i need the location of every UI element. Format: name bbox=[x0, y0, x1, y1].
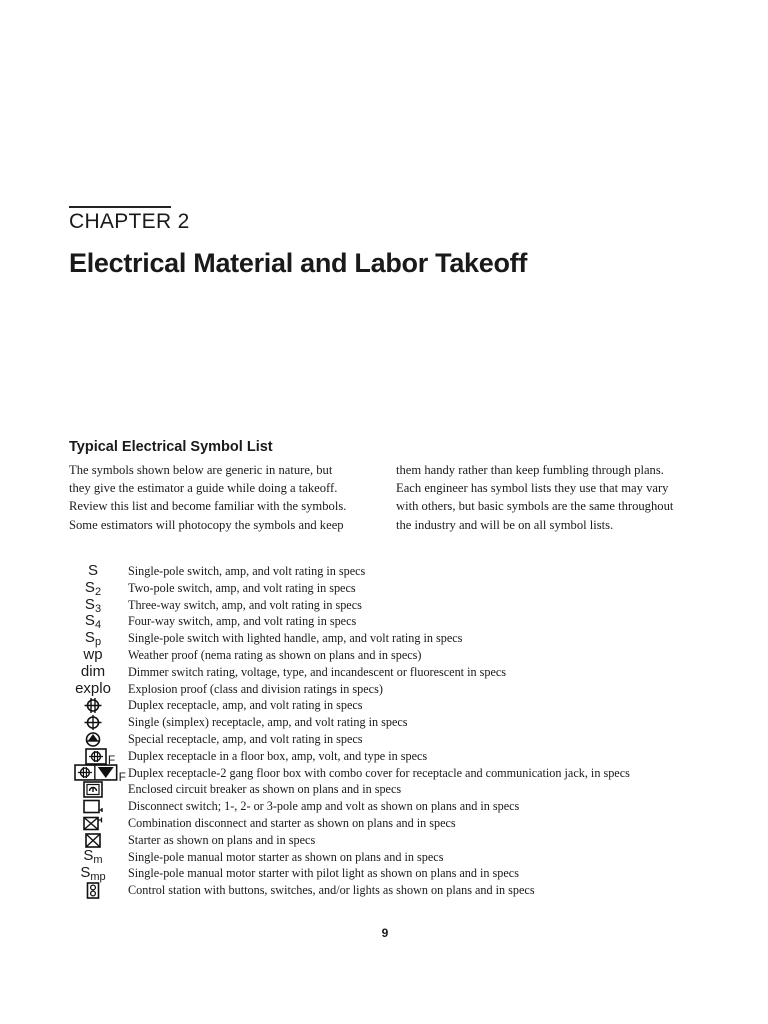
symbol-text: S bbox=[80, 864, 91, 882]
intro-line: they give the estimator a guide while doing a takeoff. bbox=[69, 481, 338, 496]
symbol-description: Duplex receptacle, amp, and volt rating in specs bbox=[128, 698, 363, 713]
symbol-row bbox=[60, 798, 760, 815]
symbol-row bbox=[60, 613, 760, 630]
symbol-glyph bbox=[60, 865, 126, 882]
symbol-description: Weather proof (nema rating as shown on plans and in specs) bbox=[128, 647, 422, 662]
symbol-subscript: 4 bbox=[94, 619, 102, 632]
symbol-row bbox=[60, 765, 760, 782]
intro-line: Some estimators will photocopy the symbols and keep bbox=[69, 517, 344, 532]
symbol-description: Single-pole switch, amp, and volt rating in specs bbox=[128, 564, 366, 578]
symbol-description: Starter as shown on plans and in specs bbox=[128, 832, 316, 847]
symbol-text: S bbox=[84, 595, 95, 613]
symbol-row bbox=[60, 714, 760, 731]
symbol-description: Disconnect switch; 1-, 2- or 3-pole amp and volt as shown on plans and in specs bbox=[128, 799, 520, 814]
floor-box-receptacle-icon bbox=[60, 748, 126, 768]
intro-line: The symbols shown below are generic in nature, but bbox=[69, 463, 333, 477]
symbol-row bbox=[60, 731, 760, 748]
symbol-glyph bbox=[60, 849, 126, 866]
duplex-receptacle-icon bbox=[60, 697, 126, 714]
intro-line: them handy rather than keep fumbling through plans. bbox=[396, 463, 664, 477]
symbol-row bbox=[60, 781, 760, 798]
symbol-row bbox=[60, 647, 760, 664]
symbol-text: S bbox=[84, 578, 95, 596]
starter-icon bbox=[60, 832, 126, 849]
combination-starter-icon bbox=[60, 815, 126, 832]
symbol-description: Duplex receptacle-2 gang floor box with combo cover for receptacle and communication jack, in specs bbox=[128, 765, 630, 780]
symbol-description: Single-pole switch with lighted handle, amp, and volt rating in specs bbox=[128, 631, 463, 646]
combo-floor-box-icon bbox=[60, 765, 126, 782]
symbol-glyph bbox=[60, 664, 126, 681]
symbol-text: dim bbox=[80, 663, 106, 681]
symbol-subscript: F bbox=[107, 753, 116, 768]
symbol-row bbox=[60, 748, 760, 768]
symbol-text: S bbox=[83, 847, 94, 865]
symbol-description: Explosion proof (class and division ratings in specs) bbox=[128, 681, 383, 696]
intro-line: Review this list and become familiar with the symbols. bbox=[69, 499, 347, 514]
single-receptacle-icon bbox=[60, 714, 126, 731]
symbol-description: Single-pole manual motor starter with pilot light as shown on plans and in specs bbox=[128, 866, 519, 881]
special-receptacle-icon bbox=[60, 731, 126, 748]
symbol-subscript: F bbox=[118, 769, 126, 784]
symbol-subscript: p bbox=[94, 636, 102, 649]
chapter-title: Electrical Material and Labor Takeoff bbox=[69, 248, 528, 278]
symbol-text: explo bbox=[75, 679, 111, 697]
symbol-row bbox=[60, 882, 760, 899]
symbol-description: Dimmer switch rating, voltage, type, and incandescent or fluorescent in specs bbox=[128, 664, 507, 679]
symbol-glyph bbox=[60, 630, 126, 647]
chapter-label: CHAPTER 2 bbox=[69, 210, 190, 233]
symbol-glyph bbox=[60, 681, 126, 698]
symbol-description: Special receptacle, amp, and volt rating in specs bbox=[128, 731, 363, 746]
symbol-glyph bbox=[60, 563, 126, 580]
symbol-row bbox=[60, 865, 760, 882]
symbol-description: Single (simplex) receptacle, amp, and volt rating in specs bbox=[128, 715, 408, 730]
symbol-description: Duplex receptacle in a floor box, amp, volt, and type in specs bbox=[128, 748, 428, 763]
symbol-row bbox=[60, 681, 760, 698]
page-number: 9 bbox=[381, 926, 389, 940]
intro-left-column bbox=[69, 461, 377, 534]
symbol-description: Enclosed circuit breaker as shown on plans and in specs bbox=[128, 782, 402, 797]
symbol-subscript: 2 bbox=[94, 585, 102, 598]
symbol-glyph bbox=[60, 580, 126, 597]
symbol-text: S bbox=[84, 612, 95, 630]
intro-line: with others, but basic symbols are the same throughout bbox=[396, 499, 674, 514]
symbol-description: Two-pole switch, amp, and volt rating in specs bbox=[128, 580, 356, 595]
symbol-subscript: m bbox=[93, 854, 103, 867]
symbol-glyph bbox=[60, 647, 126, 664]
symbol-description: Single-pole manual motor starter as shown on plans and in specs bbox=[128, 849, 444, 864]
symbol-glyph bbox=[60, 597, 126, 614]
symbol-glyph bbox=[60, 613, 126, 630]
symbol-row bbox=[60, 849, 760, 866]
symbol-list bbox=[60, 563, 760, 899]
symbol-text: S bbox=[87, 561, 98, 579]
disconnect-switch-icon bbox=[60, 798, 126, 815]
chapter-rule bbox=[69, 206, 171, 208]
symbol-row bbox=[60, 597, 760, 614]
symbol-description: Three-way switch, amp, and volt rating in specs bbox=[128, 597, 362, 612]
intro-right-column bbox=[396, 461, 708, 534]
intro-line: the industry and will be on all symbol lists. bbox=[396, 517, 614, 532]
intro-line: Each engineer has symbol lists they use that may vary bbox=[396, 481, 669, 496]
section-heading: Typical Electrical Symbol List bbox=[69, 439, 273, 455]
symbol-row bbox=[60, 580, 760, 597]
symbol-subscript: 3 bbox=[94, 602, 102, 615]
symbol-row bbox=[60, 815, 760, 832]
control-station-icon bbox=[60, 882, 126, 899]
symbol-row bbox=[60, 563, 760, 580]
symbol-description: Four-way switch, amp, and volt rating in specs bbox=[128, 614, 357, 629]
symbol-subscript: mp bbox=[90, 871, 106, 884]
symbol-row bbox=[60, 832, 760, 849]
circuit-breaker-icon bbox=[60, 781, 126, 798]
symbol-row bbox=[60, 630, 760, 647]
symbol-text: S bbox=[84, 629, 95, 647]
symbol-description: Control station with buttons, switches, and/or lights as shown on plans and in specs bbox=[128, 883, 535, 898]
symbol-row bbox=[60, 664, 760, 681]
symbol-row bbox=[60, 697, 760, 714]
symbol-text: wp bbox=[83, 646, 103, 664]
symbol-description: Combination disconnect and starter as shown on plans and in specs bbox=[128, 815, 456, 830]
